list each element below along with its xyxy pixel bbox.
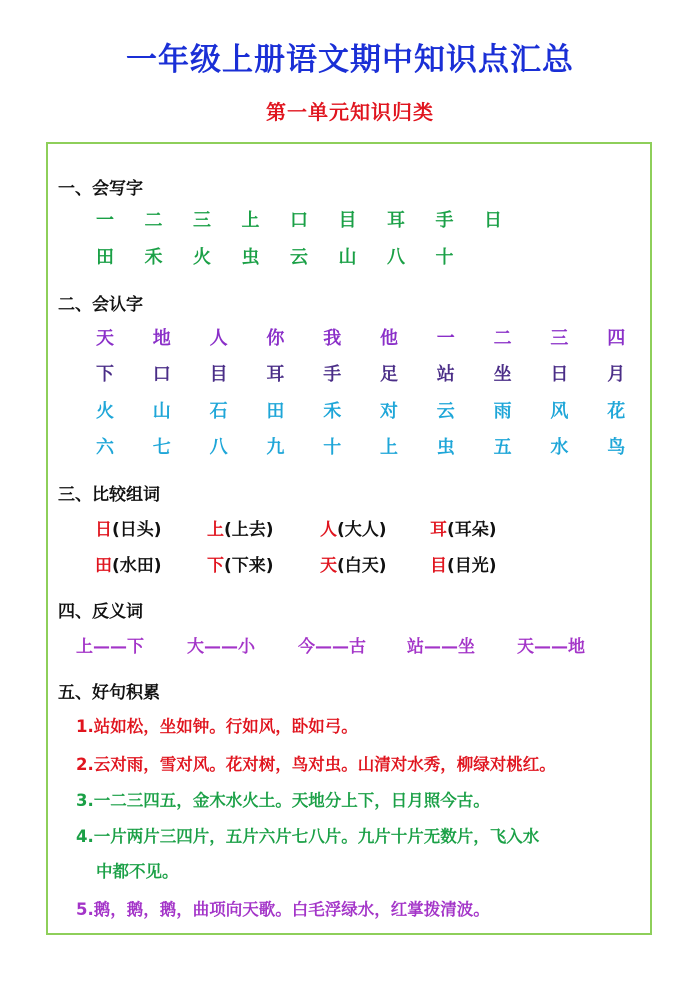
char-cell: 七	[152, 437, 171, 458]
char-cell: 月	[607, 364, 626, 385]
char-cell: 他	[380, 328, 398, 349]
compare-example: (大人)	[337, 520, 387, 540]
char-cell: 云	[290, 247, 308, 268]
char-cell: 地	[152, 328, 171, 349]
char-cell: 田	[266, 401, 285, 422]
char-cell: 六	[96, 437, 114, 458]
section-heading-antonyms: 四、反义词	[58, 602, 143, 622]
compare-example: (日头)	[112, 520, 162, 540]
char-cell: 上	[241, 210, 260, 231]
antonym-pair: 站——坐	[407, 637, 475, 657]
compare-word	[320, 515, 387, 540]
char-cell: 八	[387, 247, 405, 268]
char-cell: 火	[96, 401, 114, 422]
char-cell: 虫	[436, 437, 455, 458]
char-cell: 虫	[241, 247, 260, 268]
char-cell: 耳	[266, 364, 285, 385]
compare-word	[430, 515, 497, 540]
char-cell: 日	[484, 210, 502, 231]
compare-example: (白天)	[337, 556, 387, 576]
char-cell: 上	[380, 437, 398, 458]
char-cell: 云	[436, 401, 455, 422]
char-cell: 下	[96, 364, 114, 385]
compare-word	[430, 551, 497, 576]
section-heading-recognize: 二、会认字	[58, 295, 143, 315]
char-cell: 十	[435, 247, 454, 268]
char-cell: 风	[550, 401, 569, 422]
sentence-1: 1.站如松，坐如钟。行如风，卧如弓。	[76, 717, 358, 736]
compare-example: (下来)	[224, 556, 274, 576]
char-cell: 五	[493, 437, 512, 458]
antonym-pair: 上——下	[76, 637, 144, 657]
section-heading-sentences: 五、好句积累	[58, 683, 160, 703]
sentence-4: 4.一片两片三四片，五片六片七八片。九片十片无数片，飞入水	[76, 827, 540, 846]
char-cell: 田	[96, 247, 114, 268]
char-cell: 水	[550, 437, 569, 458]
char-cell: 四	[607, 328, 626, 349]
char-cell: 站	[436, 364, 455, 385]
compare-char: 上	[207, 520, 224, 540]
compare-example: (水田)	[112, 556, 162, 576]
char-cell: 对	[380, 401, 398, 422]
compare-word	[95, 515, 162, 540]
char-cell: 目	[338, 210, 357, 231]
antonym-pair: 大——小	[187, 637, 255, 657]
char-cell: 禾	[323, 401, 342, 422]
compare-char: 耳	[430, 520, 447, 540]
char-cell: 花	[607, 401, 626, 422]
compare-example: (目光)	[447, 556, 497, 576]
compare-char: 天	[320, 556, 337, 576]
char-cell: 二	[493, 328, 512, 349]
char-cell: 耳	[387, 210, 405, 231]
compare-example: (上去)	[224, 520, 274, 540]
char-cell: 二	[144, 210, 163, 231]
char-cell: 禾	[144, 247, 163, 268]
char-cell: 十	[323, 437, 342, 458]
compare-word	[95, 551, 162, 576]
compare-char: 人	[320, 520, 337, 540]
char-cell: 九	[266, 437, 285, 458]
compare-char: 田	[95, 556, 112, 576]
char-cell: 日	[550, 364, 569, 385]
char-cell: 你	[266, 328, 285, 349]
char-cell: 一	[96, 210, 114, 231]
compare-word	[320, 551, 387, 576]
char-cell: 手	[323, 364, 342, 385]
antonym-pair: 今——古	[298, 637, 366, 657]
compare-char: 目	[430, 556, 447, 576]
char-cell: 三	[550, 328, 569, 349]
section-heading-write: 一、会写字	[58, 179, 143, 199]
char-cell: 石	[209, 401, 228, 422]
char-cell: 口	[290, 210, 308, 231]
char-cell: 足	[380, 364, 398, 385]
char-cell: 火	[193, 247, 211, 268]
sentence-2: 2.云对雨，雪对风。花对树，鸟对虫。山清对水秀，柳绿对桃红。	[76, 755, 556, 774]
sentence-5: 5.鹅，鹅，鹅，曲项向天歌。白毛浮绿水，红掌拨清波。	[76, 900, 490, 919]
compare-char: 日	[95, 520, 112, 540]
sentence-4-continued: 中都不见。	[96, 862, 179, 881]
compare-word	[207, 551, 274, 576]
unit-subtitle: 第一单元知识归类	[266, 100, 434, 124]
page-title: 一年级上册语文期中知识点汇总	[126, 42, 574, 78]
char-cell: 雨	[493, 401, 512, 422]
char-cell: 山	[338, 247, 357, 268]
char-cell: 人	[209, 328, 228, 349]
char-cell: 坐	[493, 364, 512, 385]
sentence-3: 3.一二三四五，金木水火土。天地分上下，日月照今古。	[76, 791, 490, 810]
char-cell: 手	[435, 210, 454, 231]
char-cell: 天	[96, 328, 114, 349]
char-cell: 鸟	[607, 437, 626, 458]
compare-example: (耳朵)	[447, 520, 497, 540]
char-cell: 目	[209, 364, 228, 385]
char-cell: 八	[209, 437, 228, 458]
compare-char: 下	[207, 556, 224, 576]
char-cell: 一	[436, 328, 455, 349]
char-cell: 山	[152, 401, 171, 422]
section-heading-compare: 三、比较组词	[58, 485, 160, 505]
compare-word	[207, 515, 274, 540]
char-cell: 三	[193, 210, 211, 231]
char-cell: 口	[152, 364, 171, 385]
antonym-pair: 天——地	[517, 637, 585, 657]
char-cell: 我	[323, 328, 342, 349]
